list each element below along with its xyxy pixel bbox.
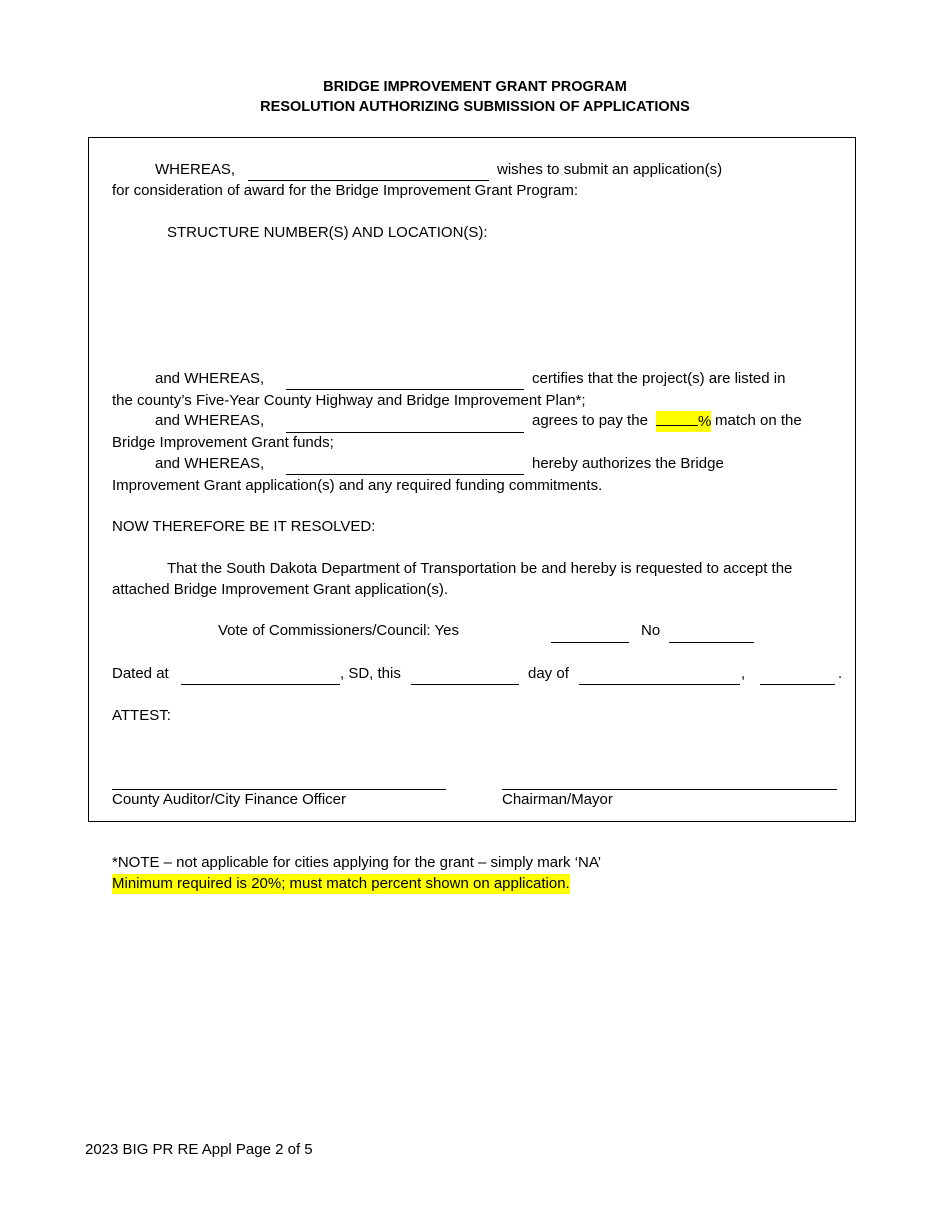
whereas-4-text-cont: Improvement Grant application(s) and any required funding commitments. bbox=[112, 477, 603, 494]
whereas-2-text: certifies that the project(s) are listed in bbox=[532, 370, 786, 387]
form-subtitle: RESOLUTION AUTHORIZING SUBMISSION OF APPLICATIONS bbox=[260, 99, 690, 115]
whereas-2-text-cont: the county’s Five-Year County Highway and Bridge Improvement Plan*; bbox=[112, 392, 586, 409]
date-comma: , bbox=[741, 665, 746, 682]
whereas-4-label: and WHEREAS, bbox=[155, 455, 265, 472]
chairman-signature-label: Chairman/Mayor bbox=[502, 791, 613, 808]
resolved-heading: NOW THEREFORE BE IT RESOLVED: bbox=[112, 518, 376, 535]
day-field[interactable] bbox=[411, 684, 519, 685]
whereas-3-text-cont: Bridge Improvement Grant funds; bbox=[112, 434, 334, 451]
vote-no-field[interactable] bbox=[669, 642, 754, 643]
whereas-1-text: wishes to submit an application(s) bbox=[497, 161, 723, 178]
page-footer: 2023 BIG PR RE Appl Page 2 of 5 bbox=[85, 1141, 313, 1158]
structure-label: STRUCTURE NUMBER(S) AND LOCATION(S): bbox=[167, 224, 488, 241]
whereas-1-label: WHEREAS, bbox=[155, 161, 236, 178]
whereas-3-text-b: match on the bbox=[715, 412, 802, 429]
sd-this-label: , SD, this bbox=[340, 665, 401, 682]
vote-yes-field[interactable] bbox=[551, 642, 629, 643]
whereas-1-text-cont: for consideration of award for the Bridge Improvement Grant Program: bbox=[112, 182, 579, 199]
year-field[interactable] bbox=[760, 684, 835, 685]
percent-sign: % bbox=[698, 413, 712, 430]
city-field[interactable] bbox=[181, 684, 340, 685]
resolution-text: That the South Dakota Department of Transportation be and hereby is requested to accept the bbox=[167, 560, 793, 577]
vote-no-label: No bbox=[641, 622, 661, 639]
form-title: BRIDGE IMPROVEMENT GRANT PROGRAM bbox=[323, 79, 627, 95]
match-percent-field[interactable] bbox=[656, 411, 711, 432]
authorizer-name-field[interactable] bbox=[286, 474, 524, 475]
match-percent-blank[interactable] bbox=[656, 411, 698, 426]
resolution-text-cont: attached Bridge Improvement Grant application(s). bbox=[112, 581, 448, 598]
dated-at-label: Dated at bbox=[112, 665, 169, 682]
month-field[interactable] bbox=[579, 684, 740, 685]
note-text: *NOTE – not applicable for cities applying for the grant – simply mark ‘NA’ bbox=[112, 854, 602, 871]
certifier-name-field[interactable] bbox=[286, 389, 524, 390]
whereas-3-label: and WHEREAS, bbox=[155, 412, 265, 429]
attest-label: ATTEST: bbox=[112, 707, 171, 724]
whereas-4-text: hereby authorizes the Bridge bbox=[532, 455, 724, 472]
vote-label: Vote of Commissioners/Council: Yes bbox=[218, 622, 459, 639]
whereas-2-label: and WHEREAS, bbox=[155, 370, 265, 387]
minimum-note: Minimum required is 20%; must match percent shown on application. bbox=[112, 875, 570, 892]
whereas-3-text: agrees to pay the bbox=[532, 412, 648, 429]
structure-entry-area[interactable] bbox=[112, 246, 832, 356]
auditor-signature-label: County Auditor/City Finance Officer bbox=[112, 791, 346, 808]
day-of-label: day of bbox=[528, 665, 569, 682]
date-period: . bbox=[838, 665, 843, 682]
